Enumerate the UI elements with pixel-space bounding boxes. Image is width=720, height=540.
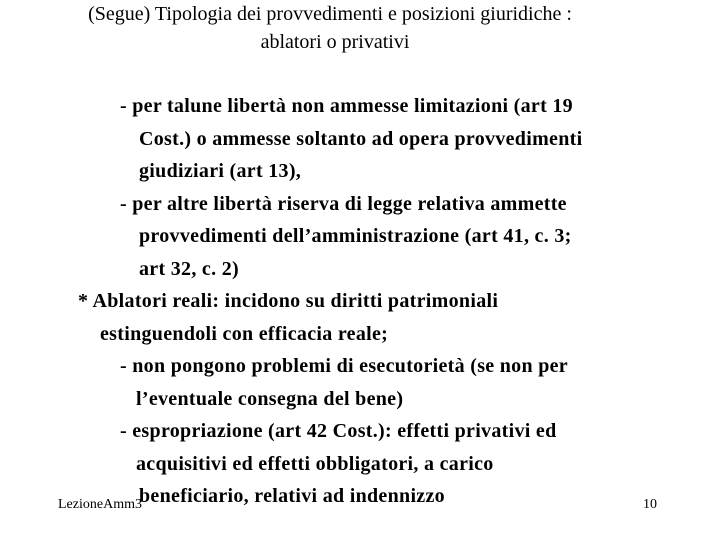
body-line: - espropriazione (art 42 Cost.): effetti privativi ed <box>120 420 557 442</box>
body-line: l’eventuale consegna del bene) <box>136 387 404 410</box>
body-line: beneficiario, relativi ad indennizzo <box>139 485 445 507</box>
body-line: art 32, c. 2) <box>139 257 239 280</box>
body-line: Cost.) o ammesse soltanto ad opera provvedimenti <box>139 127 583 150</box>
body-line: - non pongono problemi di esecutorietà (se non per <box>120 355 568 377</box>
title-line-2 <box>0 28 660 56</box>
body-line: giudiziari (art 13), <box>139 160 302 182</box>
body-line: - per talune libertà non ammesse limitazioni (art 19 <box>120 95 573 117</box>
body-line: * Ablatori reali: incidono su diritti patrimoniali <box>78 290 499 312</box>
footer-label: LezioneAmm3 <box>58 497 142 512</box>
page-number: 10 <box>643 497 657 512</box>
body-line: estinguendoli con efficacia reale; <box>100 322 389 345</box>
body-line: acquisitivi ed effetti obbligatori, a carico <box>136 452 494 475</box>
title-line-2-text: ablatori o privativi <box>260 31 410 53</box>
slide-body <box>0 90 720 513</box>
slide-title <box>0 0 660 56</box>
title-line-1: (Segue) Tipologia dei provvedimenti e posizioni giuridiche : <box>88 3 572 25</box>
body-line: provvedimenti dell’amministrazione (art 41, c. 3; <box>139 225 572 247</box>
body-line: - per altre libertà riserva di legge relativa ammette <box>120 192 567 215</box>
